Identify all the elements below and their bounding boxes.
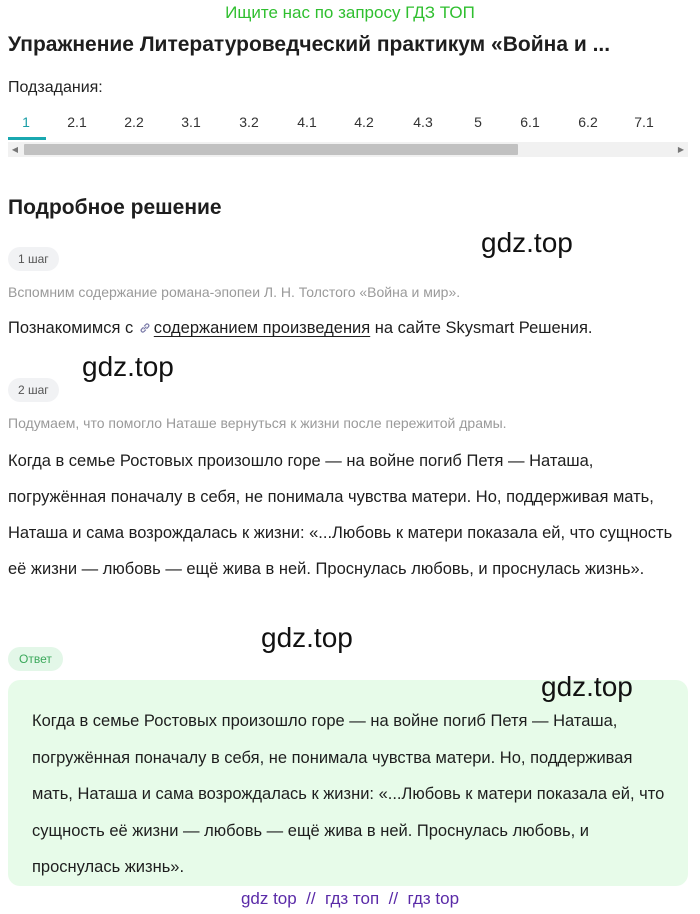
subtasks-label: Подзадания: (8, 79, 103, 96)
section-title: Подробное решение (8, 196, 222, 219)
tab-3-1[interactable]: 3.1 (181, 114, 201, 130)
tab-4-2[interactable]: 4.2 (354, 114, 374, 130)
step-1-text-before: Познакомимся с (8, 319, 138, 337)
step-2-badge: 2 шаг (8, 378, 59, 402)
step-2-text: Когда в семье Ростовых произошло горе — на войне погиб Петя — Наташа, погружённая поначалу в себя, не понимала чувства матери. Но, поддерживая мать, Наташа и сама возрождалась к жизни: «...Любовь к матери показала ей, что сущность её жизни — любовь — ещё жива в ней. Проснулась любовь, и проснулась жизнь». (8, 452, 673, 578)
tab-2-2[interactable]: 2.2 (124, 114, 144, 130)
subtask-tabs (8, 108, 688, 140)
tab-7-1[interactable]: 7.1 (634, 114, 654, 130)
tab-6-2[interactable]: 6.2 (578, 114, 598, 130)
step-2-hint: Подумаем, что помогло Наташе вернуться к жизни после пережитой драмы. (8, 415, 507, 431)
page-title: Упражнение Литературоведческий практикум «Война и ... (8, 33, 611, 56)
step-1-hint: Вспомним содержание романа-эпопеи Л. Н. Толстого «Война и мир». (8, 284, 461, 300)
step-1-text-after: на сайте Skysmart Решения. (370, 319, 593, 337)
tabs-scrollbar[interactable] (8, 142, 688, 157)
content-link[interactable]: содержанием произведения (153, 319, 371, 337)
step-1-badge: 1 шаг (8, 247, 59, 271)
scroll-left-arrow-icon[interactable]: ◀ (11, 145, 19, 154)
watermark: gdz.top (481, 227, 573, 258)
footer-text: gdz top // гдз топ // гдз top (240, 889, 460, 908)
tab-4-3[interactable]: 4.3 (413, 114, 433, 130)
tab-1[interactable]: 1 (22, 114, 30, 130)
active-tab-indicator (8, 137, 46, 140)
tab-6-1[interactable]: 6.1 (520, 114, 540, 130)
scrollbar-thumb[interactable] (24, 144, 518, 155)
search-banner: Ищите нас по запросу ГДЗ ТОП (225, 3, 475, 22)
link-icon (139, 311, 151, 347)
watermark: gdz.top (82, 351, 174, 382)
answer-box (8, 680, 688, 886)
tab-5[interactable]: 5 (474, 114, 482, 130)
answer-badge: Ответ (8, 647, 63, 671)
watermark: gdz.top (541, 671, 633, 702)
tab-2-1[interactable]: 2.1 (67, 114, 87, 130)
tab-4-1[interactable]: 4.1 (297, 114, 317, 130)
answer-text: Когда в семье Ростовых произошло горе — на войне погиб Петя — Наташа, погружённая поначалу в себя, не понимала чувства матери. Но, поддерживая мать, Наташа и сама возрождалась к жизни: «...Любовь к матери показала ей, что сущность её жизни — любовь — ещё жива в ней. Проснулась любовь, и проснулась жизнь». (32, 712, 665, 876)
step-1-text (8, 310, 692, 347)
tab-3-2[interactable]: 3.2 (239, 114, 259, 130)
watermark: gdz.top (261, 622, 353, 653)
scroll-right-arrow-icon[interactable]: ▶ (677, 145, 685, 154)
